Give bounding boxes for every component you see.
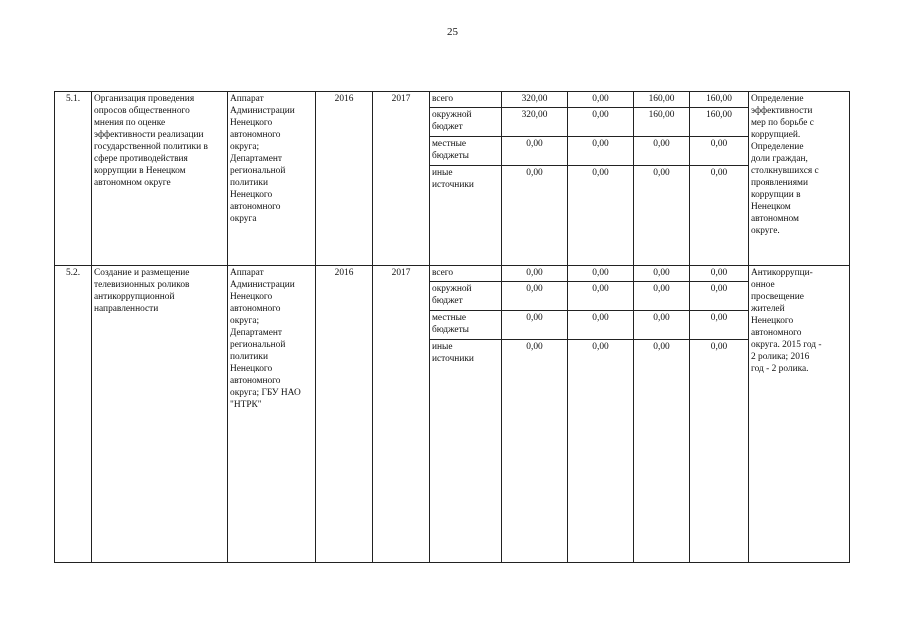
row-number: 5.1. bbox=[55, 92, 92, 266]
funding-2016: 160,00 bbox=[634, 92, 690, 108]
funding-2015: 0,00 bbox=[568, 282, 634, 311]
funding-2017: 0,00 bbox=[690, 266, 749, 282]
year-start: 2016 bbox=[316, 266, 373, 563]
funding-2016: 0,00 bbox=[634, 137, 690, 166]
funding-total: 0,00 bbox=[502, 266, 568, 282]
table-row bbox=[55, 266, 850, 282]
row-number: 5.2. bbox=[55, 266, 92, 563]
funding-2017: 0,00 bbox=[690, 340, 749, 563]
funding-2017: 0,00 bbox=[690, 282, 749, 311]
expected-result: Антикоррупци- онное просвещение жителей Ненецкого автономного округа. 2015 год - 2 ролика; 2016 год - 2 ролика. bbox=[749, 266, 850, 563]
funding-total: 0,00 bbox=[502, 166, 568, 266]
funding-source: местные бюджеты bbox=[430, 311, 502, 340]
funding-2015: 0,00 bbox=[568, 311, 634, 340]
funding-2016: 0,00 bbox=[634, 166, 690, 266]
funding-source: иные источники bbox=[430, 166, 502, 266]
funding-2015: 0,00 bbox=[568, 266, 634, 282]
funding-2017: 160,00 bbox=[690, 92, 749, 108]
funding-source: местные бюджеты bbox=[430, 137, 502, 166]
measure-name: Создание и размещение телевизионных роликов антикоррупционной направленности bbox=[92, 266, 228, 563]
expected-result: Определение эффективности мер по борьбе с коррупцией. Определение доли граждан, столкнувшихся с проявлениями коррупции в Ненецком автономном округе. bbox=[749, 92, 850, 266]
funding-total: 0,00 bbox=[502, 282, 568, 311]
funding-2016: 0,00 bbox=[634, 266, 690, 282]
year-start: 2016 bbox=[316, 92, 373, 266]
funding-2017: 0,00 bbox=[690, 166, 749, 266]
measures-table bbox=[54, 91, 850, 563]
funding-2015: 0,00 bbox=[568, 340, 634, 563]
funding-source: окружной бюджет bbox=[430, 282, 502, 311]
measure-name: Организация проведения опросов общественного мнения по оценке эффективности реализации государственной политики в сфере противодействия коррупции в Ненецком автономном округе bbox=[92, 92, 228, 266]
funding-2017: 0,00 bbox=[690, 311, 749, 340]
funding-total: 0,00 bbox=[502, 340, 568, 563]
funding-source: иные источники bbox=[430, 340, 502, 563]
page-number: 25 bbox=[447, 26, 458, 38]
funding-source: всего bbox=[430, 92, 502, 108]
funding-2015: 0,00 bbox=[568, 108, 634, 137]
funding-2016: 0,00 bbox=[634, 311, 690, 340]
table-row bbox=[55, 92, 850, 108]
funding-2017: 160,00 bbox=[690, 108, 749, 137]
funding-source: всего bbox=[430, 266, 502, 282]
funding-total: 320,00 bbox=[502, 108, 568, 137]
funding-total: 0,00 bbox=[502, 137, 568, 166]
funding-2015: 0,00 bbox=[568, 137, 634, 166]
funding-source: окружной бюджет bbox=[430, 108, 502, 137]
funding-2015: 0,00 bbox=[568, 92, 634, 108]
funding-2016: 0,00 bbox=[634, 340, 690, 563]
year-end: 2017 bbox=[373, 266, 430, 563]
executor: Аппарат Администрации Ненецкого автономного округа; Департамент региональной политики Ненецкого автономного округа; ГБУ НАО "НТРК" bbox=[228, 266, 316, 563]
year-end: 2017 bbox=[373, 92, 430, 266]
funding-2015: 0,00 bbox=[568, 166, 634, 266]
funding-2016: 0,00 bbox=[634, 282, 690, 311]
funding-total: 320,00 bbox=[502, 92, 568, 108]
funding-2017: 0,00 bbox=[690, 137, 749, 166]
executor: Аппарат Администрации Ненецкого автономного округа; Департамент региональной политики Ненецкого автономного округа bbox=[228, 92, 316, 266]
funding-2016: 160,00 bbox=[634, 108, 690, 137]
funding-total: 0,00 bbox=[502, 311, 568, 340]
